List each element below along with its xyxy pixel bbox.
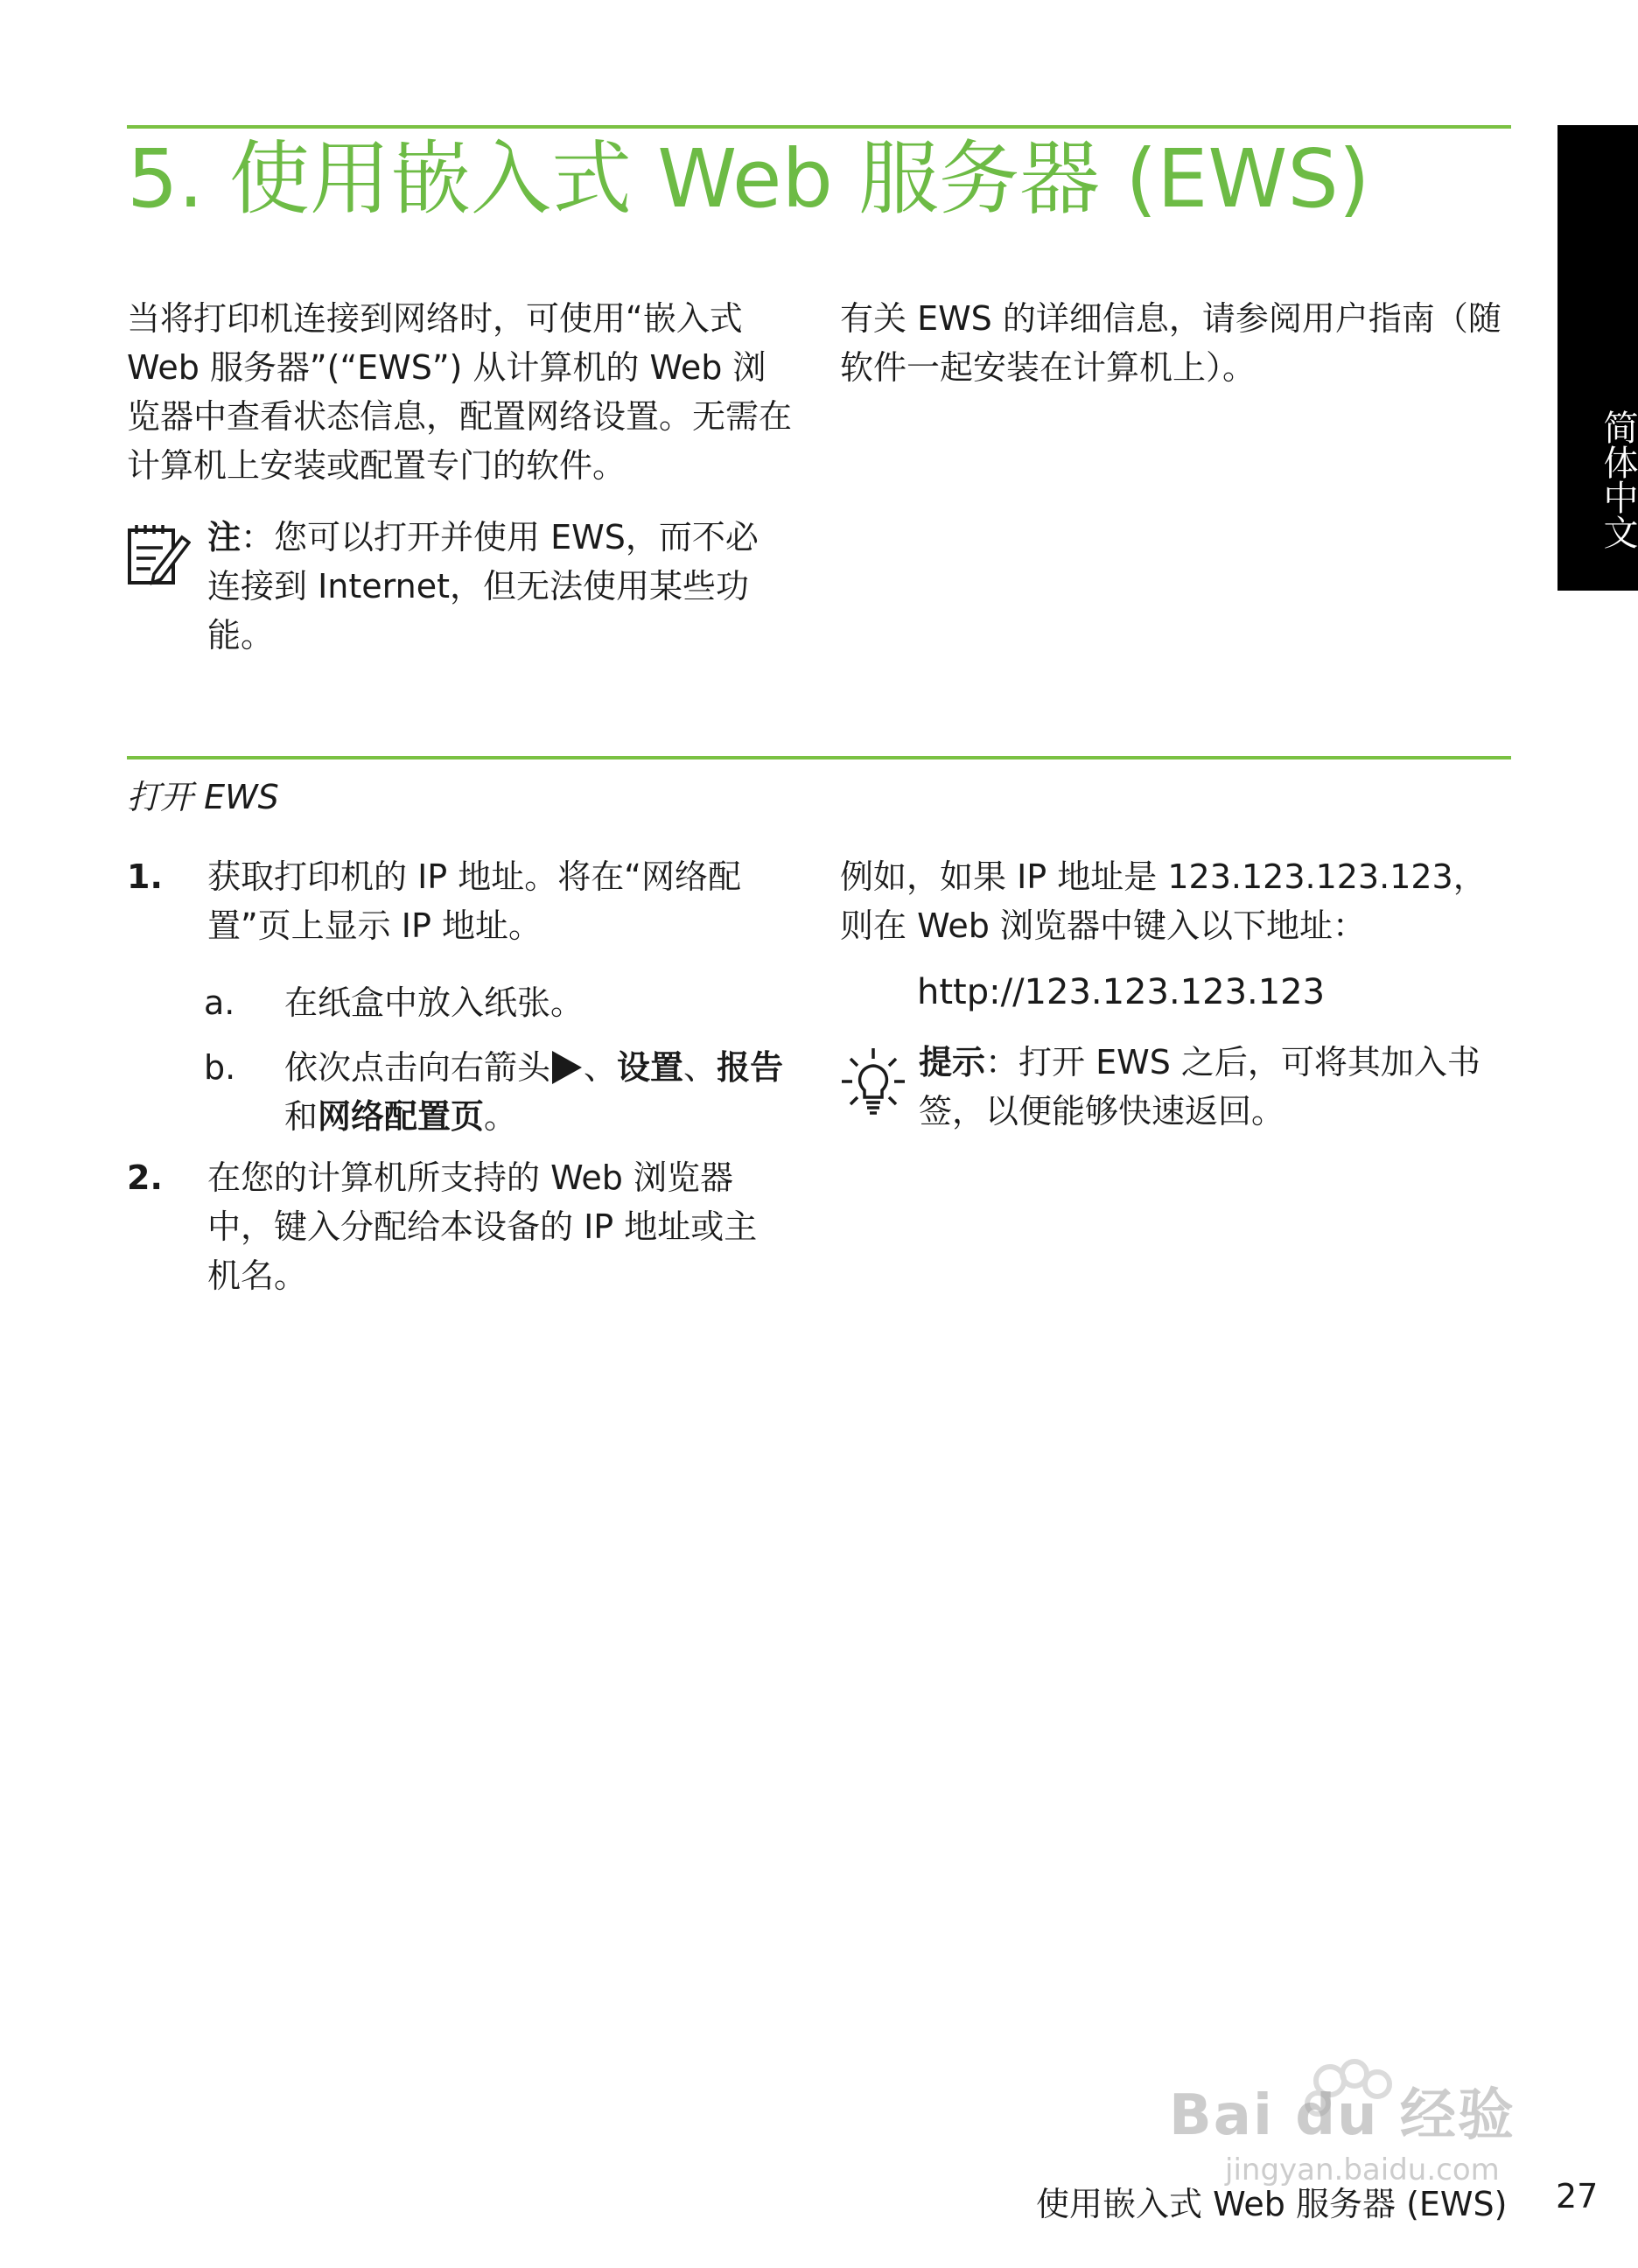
- step-2-text: 在您的计算机所支持的 Web 浏览器中，键入分配给本设备的 IP 地址或主机名。: [207, 1158, 758, 1295]
- side-tab-label: 简体中文: [1598, 410, 1638, 550]
- substep-a-letter: a.: [204, 984, 235, 1022]
- substep-b-report: 报告: [717, 1048, 784, 1087]
- substep-b-pre: 依次点击向右箭头: [284, 1048, 551, 1087]
- language-side-tab: [1558, 125, 1638, 591]
- substep-b-and: 和: [284, 1097, 318, 1136]
- tip-paragraph: [919, 1038, 1514, 1136]
- note-icon: [124, 522, 191, 590]
- substep-b-sep2: 、: [683, 1048, 718, 1087]
- substep-b-config-page: 网络配置页: [318, 1097, 485, 1136]
- note-label: 注: [207, 518, 242, 556]
- note-paragraph: [207, 513, 785, 660]
- section-green-rule: [127, 756, 1511, 760]
- tip-text: 打开 EWS 之后，可将其加入书签，以便能够快速返回。: [919, 1043, 1480, 1130]
- tip-lightbulb-icon: [840, 1046, 906, 1118]
- page-number: 27: [1556, 2177, 1599, 2216]
- substep-b-setting: 设置: [617, 1048, 684, 1087]
- intro-paragraph-left: 当将打印机连接到网络时，可使用“嵌入式 Web 服务器”(“EWS”) 从计算机的 Web 浏览器中查看状态信息，配置网络设置。无需在计算机上安装或配置专门的软件。: [127, 299, 793, 485]
- page-title: 5. 使用嵌入式 Web 服务器 (EWS): [127, 132, 1370, 226]
- section-heading: 打开 EWS: [127, 778, 279, 816]
- substep-b-text: [284, 1043, 792, 1141]
- substep-b-end: 。: [484, 1097, 518, 1136]
- step-1-text: 获取打印机的 IP 地址。将在“网络配置”页上显示 IP 地址。: [207, 858, 741, 945]
- step-2-number: 2.: [127, 1158, 163, 1197]
- footer-title: 使用嵌入式 Web 服务器 (EWS): [1036, 2185, 1508, 2223]
- tip-colon: ：: [985, 1043, 1019, 1082]
- step-1-number: 1.: [127, 858, 163, 896]
- substep-b-letter: b.: [204, 1048, 236, 1087]
- tip-label: 提示: [919, 1043, 986, 1082]
- substep-b-sep1: 、: [584, 1048, 618, 1087]
- example-url: http://123.123.123.123: [917, 972, 1326, 1012]
- note-colon: ：: [241, 518, 275, 556]
- intro-paragraph-right: 有关 EWS 的详细信息，请参阅用户指南（随软件一起安装在计算机上）。: [840, 299, 1502, 387]
- arrow-right-icon: [552, 1051, 582, 1084]
- substep-a-text: 在纸盒中放入纸张。: [284, 984, 584, 1022]
- note-text: 您可以打开并使用 EWS，而不必连接到 Internet，但无法使用某些功能。: [207, 518, 759, 654]
- watermark-url: jingyan.baidu.com: [1225, 2152, 1500, 2188]
- watermark-text: Bai du 经验: [1169, 2083, 1516, 2148]
- top-green-rule: [127, 125, 1511, 129]
- example-text: 例如，如果 IP 地址是 123.123.123.123，则在 Web 浏览器中键入以下地址：: [840, 858, 1487, 945]
